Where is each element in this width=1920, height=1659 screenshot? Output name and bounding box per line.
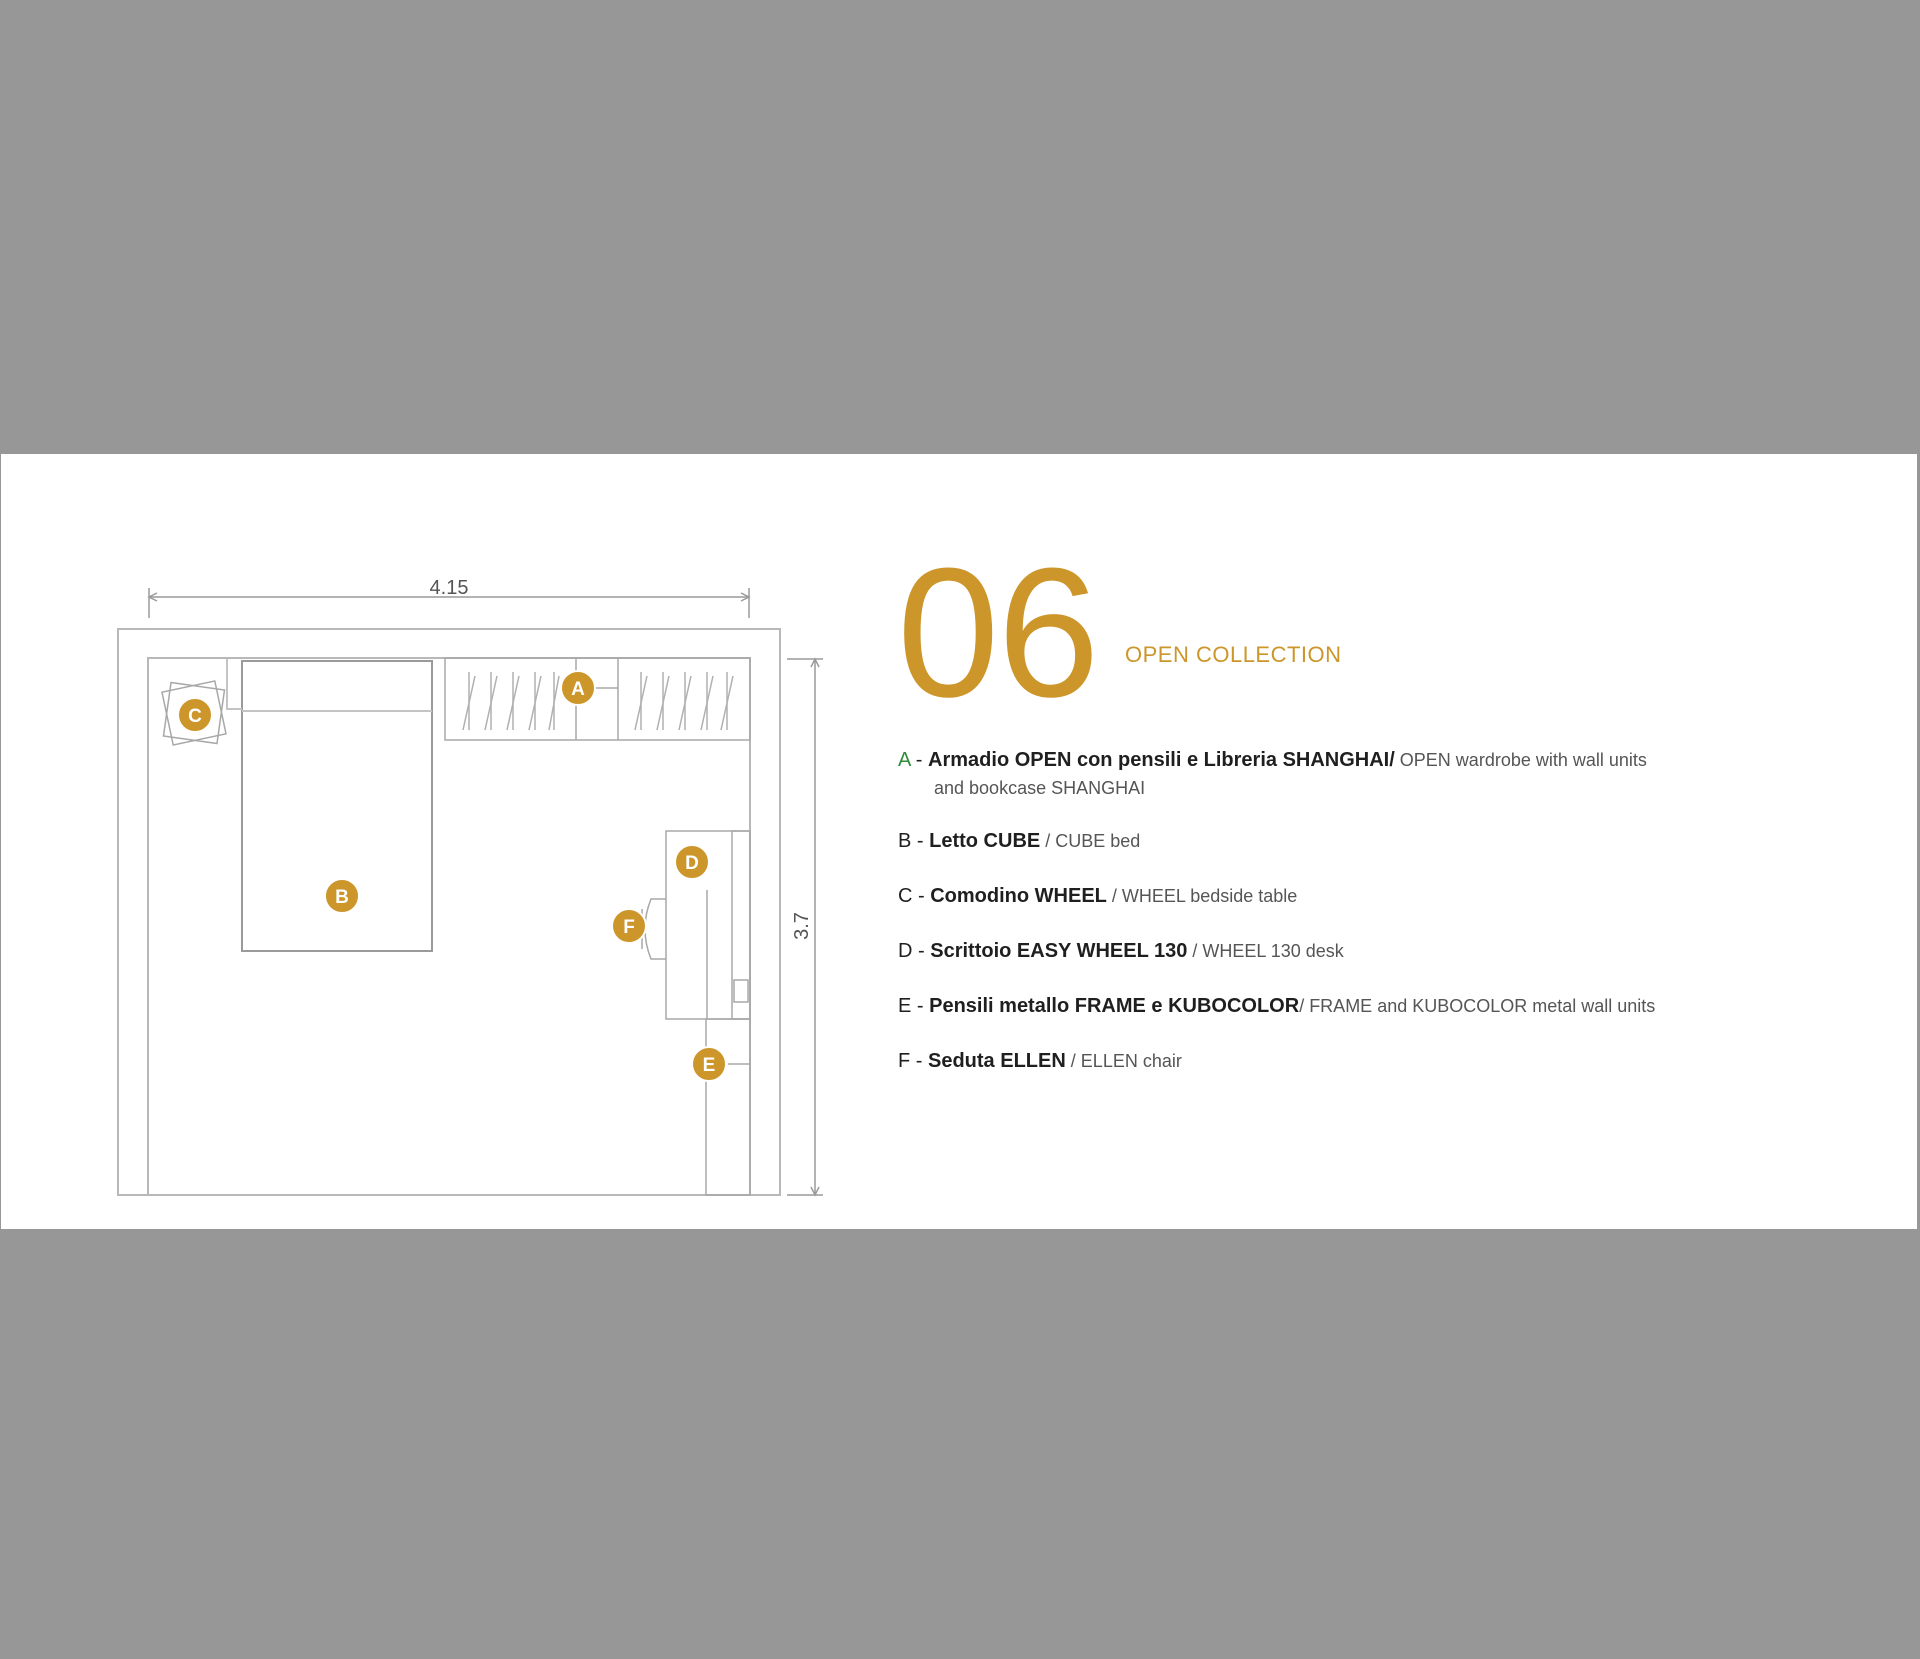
legend-translation: / WHEEL 130 desk	[1187, 941, 1344, 961]
legend-separator: -	[910, 1050, 928, 1072]
legend-separator: -	[911, 995, 930, 1017]
legend-item-a	[898, 747, 1798, 801]
wall-units-frame	[706, 1019, 750, 1195]
marker-f-label: F	[623, 917, 635, 938]
legend-translation: / FRAME and KUBOCOLOR metal wall units	[1299, 996, 1656, 1016]
legend-name: Pensili metallo FRAME e KUBOCOLOR	[929, 995, 1300, 1017]
legend-name: Scrittoio EASY WHEEL 130	[930, 940, 1188, 962]
legend-item-d	[898, 938, 1798, 966]
legend-key: C	[898, 885, 913, 907]
marker-f	[612, 909, 646, 943]
legend-translation: / WHEEL bedside table	[1106, 886, 1298, 906]
marker-c-label: C	[188, 706, 202, 727]
legend-item-f	[898, 1048, 1798, 1076]
legend-key: D	[898, 940, 913, 962]
legend-translation-continued: and bookcase SHANGHAI	[934, 778, 1146, 798]
legend-separator: -	[912, 885, 931, 907]
marker-e	[692, 1047, 726, 1081]
marker-b	[325, 879, 359, 913]
marker-a-label: A	[571, 679, 585, 700]
legend-translation: OPEN wardrobe with wall units	[1394, 750, 1647, 770]
legend-name: Comodino WHEEL	[930, 885, 1107, 907]
legend-item-b	[898, 828, 1798, 856]
width-label: 4.15	[429, 577, 469, 599]
marker-d	[675, 845, 709, 879]
legend-name: Armadio OPEN con pensili e Libreria SHANGHAI/	[928, 749, 1395, 771]
legend-item-e	[898, 993, 1798, 1021]
legend-translation: / CUBE bed	[1040, 831, 1141, 851]
legend-translation: / ELLEN chair	[1065, 1051, 1182, 1071]
marker-d-label: D	[685, 853, 699, 874]
legend-name: Seduta ELLEN	[928, 1050, 1066, 1072]
legend-separator: -	[910, 749, 929, 771]
legend-separator: -	[911, 830, 930, 852]
legend-separator: -	[912, 940, 931, 962]
room-walls	[118, 629, 780, 1195]
floor-plan	[1, 454, 861, 1229]
legend-key: E	[898, 995, 912, 1017]
legend-item-c	[898, 883, 1798, 911]
marker-e-label: E	[702, 1055, 716, 1076]
collection-number: 06	[897, 529, 1098, 735]
marker-a	[561, 671, 595, 705]
depth-label: 3.7	[791, 912, 813, 940]
legend-key: A	[898, 749, 911, 771]
legend-key: F	[898, 1050, 911, 1072]
content-panel	[1, 454, 1917, 1229]
marker-c	[178, 698, 212, 732]
furniture-legend	[898, 747, 1798, 1103]
legend-key: B	[898, 830, 912, 852]
marker-b-label: B	[335, 887, 349, 908]
legend-name: Letto CUBE	[929, 830, 1041, 852]
collection-title: OPEN COLLECTION	[1125, 642, 1342, 667]
wardrobe-open	[445, 658, 750, 740]
